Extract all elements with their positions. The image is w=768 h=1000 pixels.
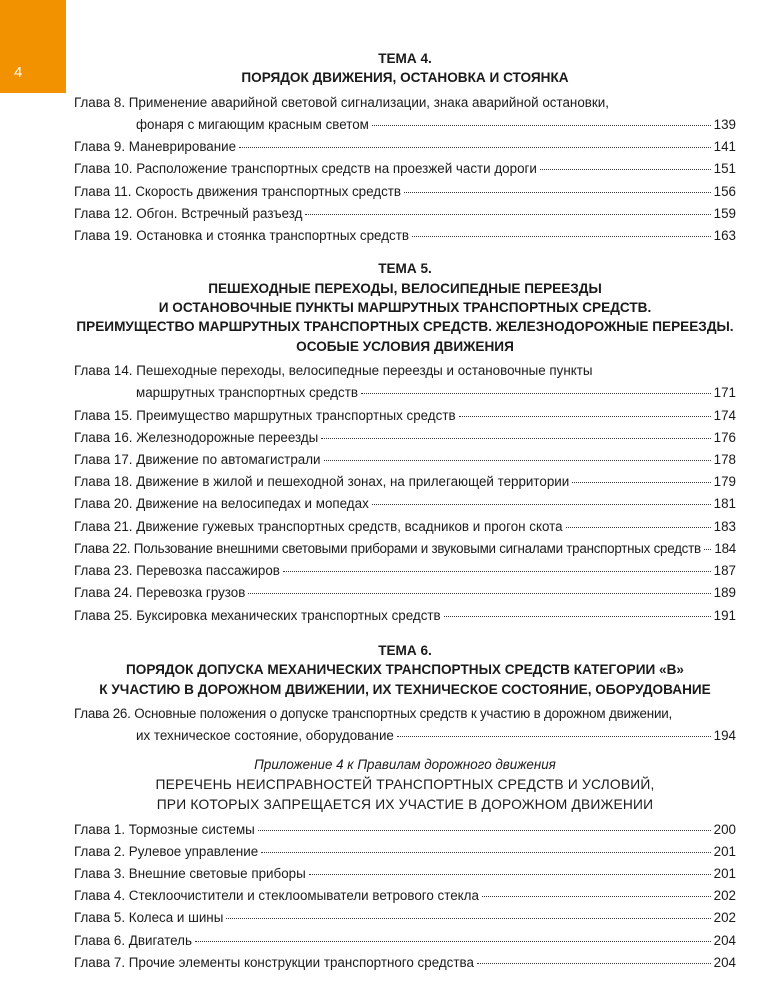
- theme-title: К УЧАСТИЮ В ДОРОЖНОМ ДВИЖЕНИИ, ИХ ТЕХНИЧЕСКОЕ СОСТОЯНИЕ, ОБОРУДОВАНИЕ: [99, 681, 711, 697]
- theme-number: ТЕМА 4.: [378, 51, 432, 66]
- leader-dots: [321, 437, 710, 439]
- chapter-title: Движение гужевых транспортных средств, всадников и прогон скота: [136, 518, 563, 534]
- toc-entry[interactable]: [74, 538, 736, 560]
- toc-entry[interactable]: [74, 136, 736, 158]
- toc-entry[interactable]: [74, 225, 736, 247]
- leader-dots: [566, 526, 711, 528]
- page-ref: 202: [713, 910, 736, 926]
- chapter-label: Глава 26.: [74, 705, 131, 721]
- chapter-title: Прочие элементы конструкции транспортного средства: [128, 954, 474, 970]
- theme-title: ПЕШЕХОДНЫЕ ПЕРЕХОДЫ, ВЕЛОСИПЕДНЫЕ ПЕРЕЕЗДЫ: [208, 280, 602, 296]
- toc-entry[interactable]: [74, 930, 736, 952]
- chapter-label: Глава 10.: [74, 161, 133, 177]
- chapter-label: Глава 21.: [74, 518, 133, 534]
- page-ref: 204: [713, 954, 736, 970]
- chapter-title: Пользование внешними световыми приборами и звуковыми сигналами транспортных средств: [133, 540, 701, 556]
- chapter-title: Перевозка пассажиров: [136, 563, 280, 579]
- page-tab: [0, 0, 66, 93]
- chapter-label: Глава 20.: [74, 496, 133, 512]
- chapter-title: Внешние световые приборы: [128, 865, 306, 881]
- leader-dots: [482, 895, 711, 897]
- chapter-label: Глава 15.: [74, 407, 133, 423]
- toc-entry[interactable]: [74, 703, 736, 747]
- chapter-title: Рулевое управление: [128, 843, 259, 859]
- toc-entry[interactable]: [74, 449, 736, 471]
- theme-heading: [74, 641, 736, 699]
- page-ref: 189: [713, 585, 736, 601]
- chapter-label: Глава 7.: [74, 954, 126, 970]
- toc-entry[interactable]: [74, 471, 736, 493]
- chapter-title: фонаря с мигающим красным светом: [136, 117, 369, 133]
- toc-entry[interactable]: [74, 582, 736, 604]
- leader-dots: [239, 146, 711, 148]
- page-ref: 159: [713, 205, 736, 221]
- leader-dots: [195, 940, 711, 942]
- leader-dots: [248, 592, 710, 594]
- chapter-title: Движение по автомагистрали: [136, 452, 321, 468]
- page-ref: 187: [713, 563, 736, 579]
- theme-number: ТЕМА 6.: [378, 642, 432, 658]
- chapter-label: Глава 16.: [74, 429, 133, 445]
- toc-entry[interactable]: [74, 863, 736, 885]
- appendix-note: Приложение 4 к Правилам дорожного движения: [254, 757, 556, 773]
- chapter-title: Остановка и стоянка транспортных средств: [136, 228, 409, 244]
- page-number: 4: [14, 64, 23, 81]
- page-ref: 181: [713, 496, 736, 512]
- chapter-title: Скорость движения транспортных средств: [135, 183, 402, 199]
- chapter-title: Колеса и шины: [128, 910, 224, 926]
- leader-dots: [540, 168, 711, 170]
- chapter-title: Перевозка грузов: [136, 585, 246, 601]
- page-ref: 139: [713, 117, 736, 133]
- toc-entry[interactable]: [74, 560, 736, 582]
- chapter-label: Глава 23.: [74, 563, 133, 579]
- toc-entry[interactable]: [74, 885, 736, 907]
- leader-dots: [283, 570, 711, 572]
- page-ref: 179: [713, 474, 736, 490]
- toc-entry[interactable]: [74, 841, 736, 863]
- toc-entry[interactable]: [74, 493, 736, 515]
- leader-dots: [477, 962, 711, 964]
- page-ref: 174: [713, 407, 736, 423]
- chapter-title: Преимущество маршрутных транспортных средств: [136, 407, 456, 423]
- toc-entry[interactable]: [74, 605, 736, 627]
- chapter-label: Глава 9.: [74, 139, 126, 155]
- chapter-label: Глава 14.: [74, 363, 133, 379]
- appendix-section: [74, 755, 736, 974]
- theme-title: ПОРЯДОК ДВИЖЕНИЯ, ОСТАНОВКА И СТОЯНКА: [241, 70, 569, 86]
- page-ref: 163: [713, 228, 736, 244]
- leader-dots: [309, 873, 711, 875]
- leader-dots: [404, 191, 711, 193]
- leader-dots: [361, 392, 711, 394]
- leader-dots: [704, 548, 712, 550]
- page-ref: 191: [713, 607, 736, 623]
- chapter-title: Тормозные системы: [128, 821, 255, 837]
- toc-entry[interactable]: [74, 92, 736, 136]
- page-ref: 151: [713, 161, 736, 177]
- chapter-title: Маневрирование: [128, 139, 237, 155]
- toc-entry[interactable]: [74, 819, 736, 841]
- chapter-label: Глава 19.: [74, 228, 133, 244]
- theme-4-section: [74, 49, 736, 247]
- theme-number: ТЕМА 5.: [378, 261, 432, 277]
- toc-entry[interactable]: [74, 158, 736, 180]
- chapter-label: Глава 1.: [74, 821, 126, 837]
- page-ref: 183: [713, 518, 736, 534]
- theme-title: ОСОБЫЕ УСЛОВИЯ ДВИЖЕНИЯ: [296, 338, 514, 354]
- page-ref: 171: [713, 385, 736, 401]
- chapter-title: Расположение транспортных средств на проезжей части дороги: [136, 161, 537, 177]
- toc-entry[interactable]: [74, 405, 736, 427]
- chapter-label: Глава 3.: [74, 865, 126, 881]
- appendix-title-line: ПЕРЕЧЕНЬ НЕИСПРАВНОСТЕЙ ТРАНСПОРТНЫХ СРЕДСТВ И УСЛОВИЙ,: [155, 777, 655, 793]
- toc-entry[interactable]: [74, 427, 736, 449]
- page-ref: 201: [713, 843, 736, 859]
- chapter-title: Движение в жилой и пешеходной зонах, на прилегающей территории: [136, 474, 570, 490]
- theme-title: ПРЕИМУЩЕСТВО МАРШРУТНЫХ ТРАНСПОРТНЫХ СРЕДСТВ. ЖЕЛЕЗНОДОРОЖНЫЕ ПЕРЕЕЗДЫ.: [76, 319, 734, 335]
- leader-dots: [226, 917, 710, 919]
- page-ref: 184: [714, 540, 736, 556]
- leader-dots: [444, 615, 711, 617]
- page-ref: 176: [713, 429, 736, 445]
- page-ref: 141: [713, 139, 736, 155]
- theme-heading: [74, 49, 736, 88]
- chapter-title: маршрутных транспортных средств: [136, 385, 358, 401]
- chapter-label: Глава 12.: [74, 205, 133, 221]
- chapter-title: Железнодорожные переезды: [136, 429, 319, 445]
- chapter-title: Двигатель: [128, 932, 192, 948]
- chapter-label: Глава 22.: [74, 540, 131, 556]
- theme-5-section: [74, 259, 736, 626]
- chapter-label: Глава 11.: [74, 183, 132, 199]
- toc-entry[interactable]: [74, 181, 736, 203]
- leader-dots: [261, 851, 710, 853]
- appendix-title: [74, 775, 736, 814]
- chapter-title: Основные положения о допуске транспортных средств к участию в дорожном движении,: [134, 705, 673, 721]
- chapter-label: Глава 17.: [74, 452, 133, 468]
- leader-dots: [372, 124, 711, 126]
- theme-6-section: [74, 641, 736, 748]
- chapter-label: Глава 6.: [74, 932, 126, 948]
- chapter-label: Глава 2.: [74, 843, 126, 859]
- leader-dots: [305, 213, 710, 215]
- chapter-label: Глава 18.: [74, 474, 133, 490]
- leader-dots: [397, 735, 711, 737]
- page-ref: 200: [713, 821, 736, 837]
- theme-title: И ОСТАНОВОЧНЫЕ ПУНКТЫ МАРШРУТНЫХ ТРАНСПОРТНЫХ СРЕДСТВ.: [158, 300, 652, 316]
- leader-dots: [572, 481, 710, 483]
- page-ref: 156: [713, 183, 736, 199]
- leader-dots: [258, 829, 711, 831]
- chapter-label: Глава 4.: [74, 888, 126, 904]
- page-ref: 194: [713, 728, 736, 744]
- chapter-title: Применение аварийной световой сигнализации, знака аварийной остановки,: [128, 94, 609, 110]
- appendix-title-line: ПРИ КОТОРЫХ ЗАПРЕЩАЕТСЯ ИХ УЧАСТИЕ В ДОРОЖНОМ ДВИЖЕНИИ: [156, 796, 654, 812]
- theme-heading: [74, 259, 736, 356]
- page-ref: 201: [713, 865, 736, 881]
- chapter-label: Глава 25.: [74, 607, 133, 623]
- chapter-title: Стеклоочистители и стеклоомыватели ветрового стекла: [128, 888, 479, 904]
- page-ref: 202: [713, 888, 736, 904]
- chapter-title: Обгон. Встречный разъезд: [136, 205, 303, 221]
- chapter-label: Глава 24.: [74, 585, 133, 601]
- toc-entry[interactable]: [74, 907, 736, 929]
- table-of-contents: [74, 49, 736, 974]
- toc-entry[interactable]: [74, 516, 736, 538]
- leader-dots: [372, 503, 711, 505]
- chapter-title: Движение на велосипедах и мопедах: [136, 496, 369, 512]
- leader-dots: [459, 415, 711, 417]
- page-ref: 204: [713, 932, 736, 948]
- chapter-title: Пешеходные переходы, велосипедные переезды и остановочные пункты: [136, 363, 593, 379]
- toc-entry[interactable]: [74, 952, 736, 974]
- chapter-label: Глава 5.: [74, 910, 126, 926]
- chapter-title: Буксировка механических транспортных средств: [136, 607, 441, 623]
- theme-title: ПОРЯДОК ДОПУСКА МЕХАНИЧЕСКИХ ТРАНСПОРТНЫХ СРЕДСТВ КАТЕГОРИИ «В»: [126, 662, 684, 678]
- toc-entry[interactable]: [74, 360, 736, 404]
- leader-dots: [324, 459, 711, 461]
- chapter-label: Глава 8.: [74, 94, 126, 110]
- page-ref: 178: [713, 452, 736, 468]
- toc-entry[interactable]: [74, 203, 736, 225]
- leader-dots: [412, 235, 711, 237]
- chapter-title: их техническое состояние, оборудование: [136, 728, 394, 744]
